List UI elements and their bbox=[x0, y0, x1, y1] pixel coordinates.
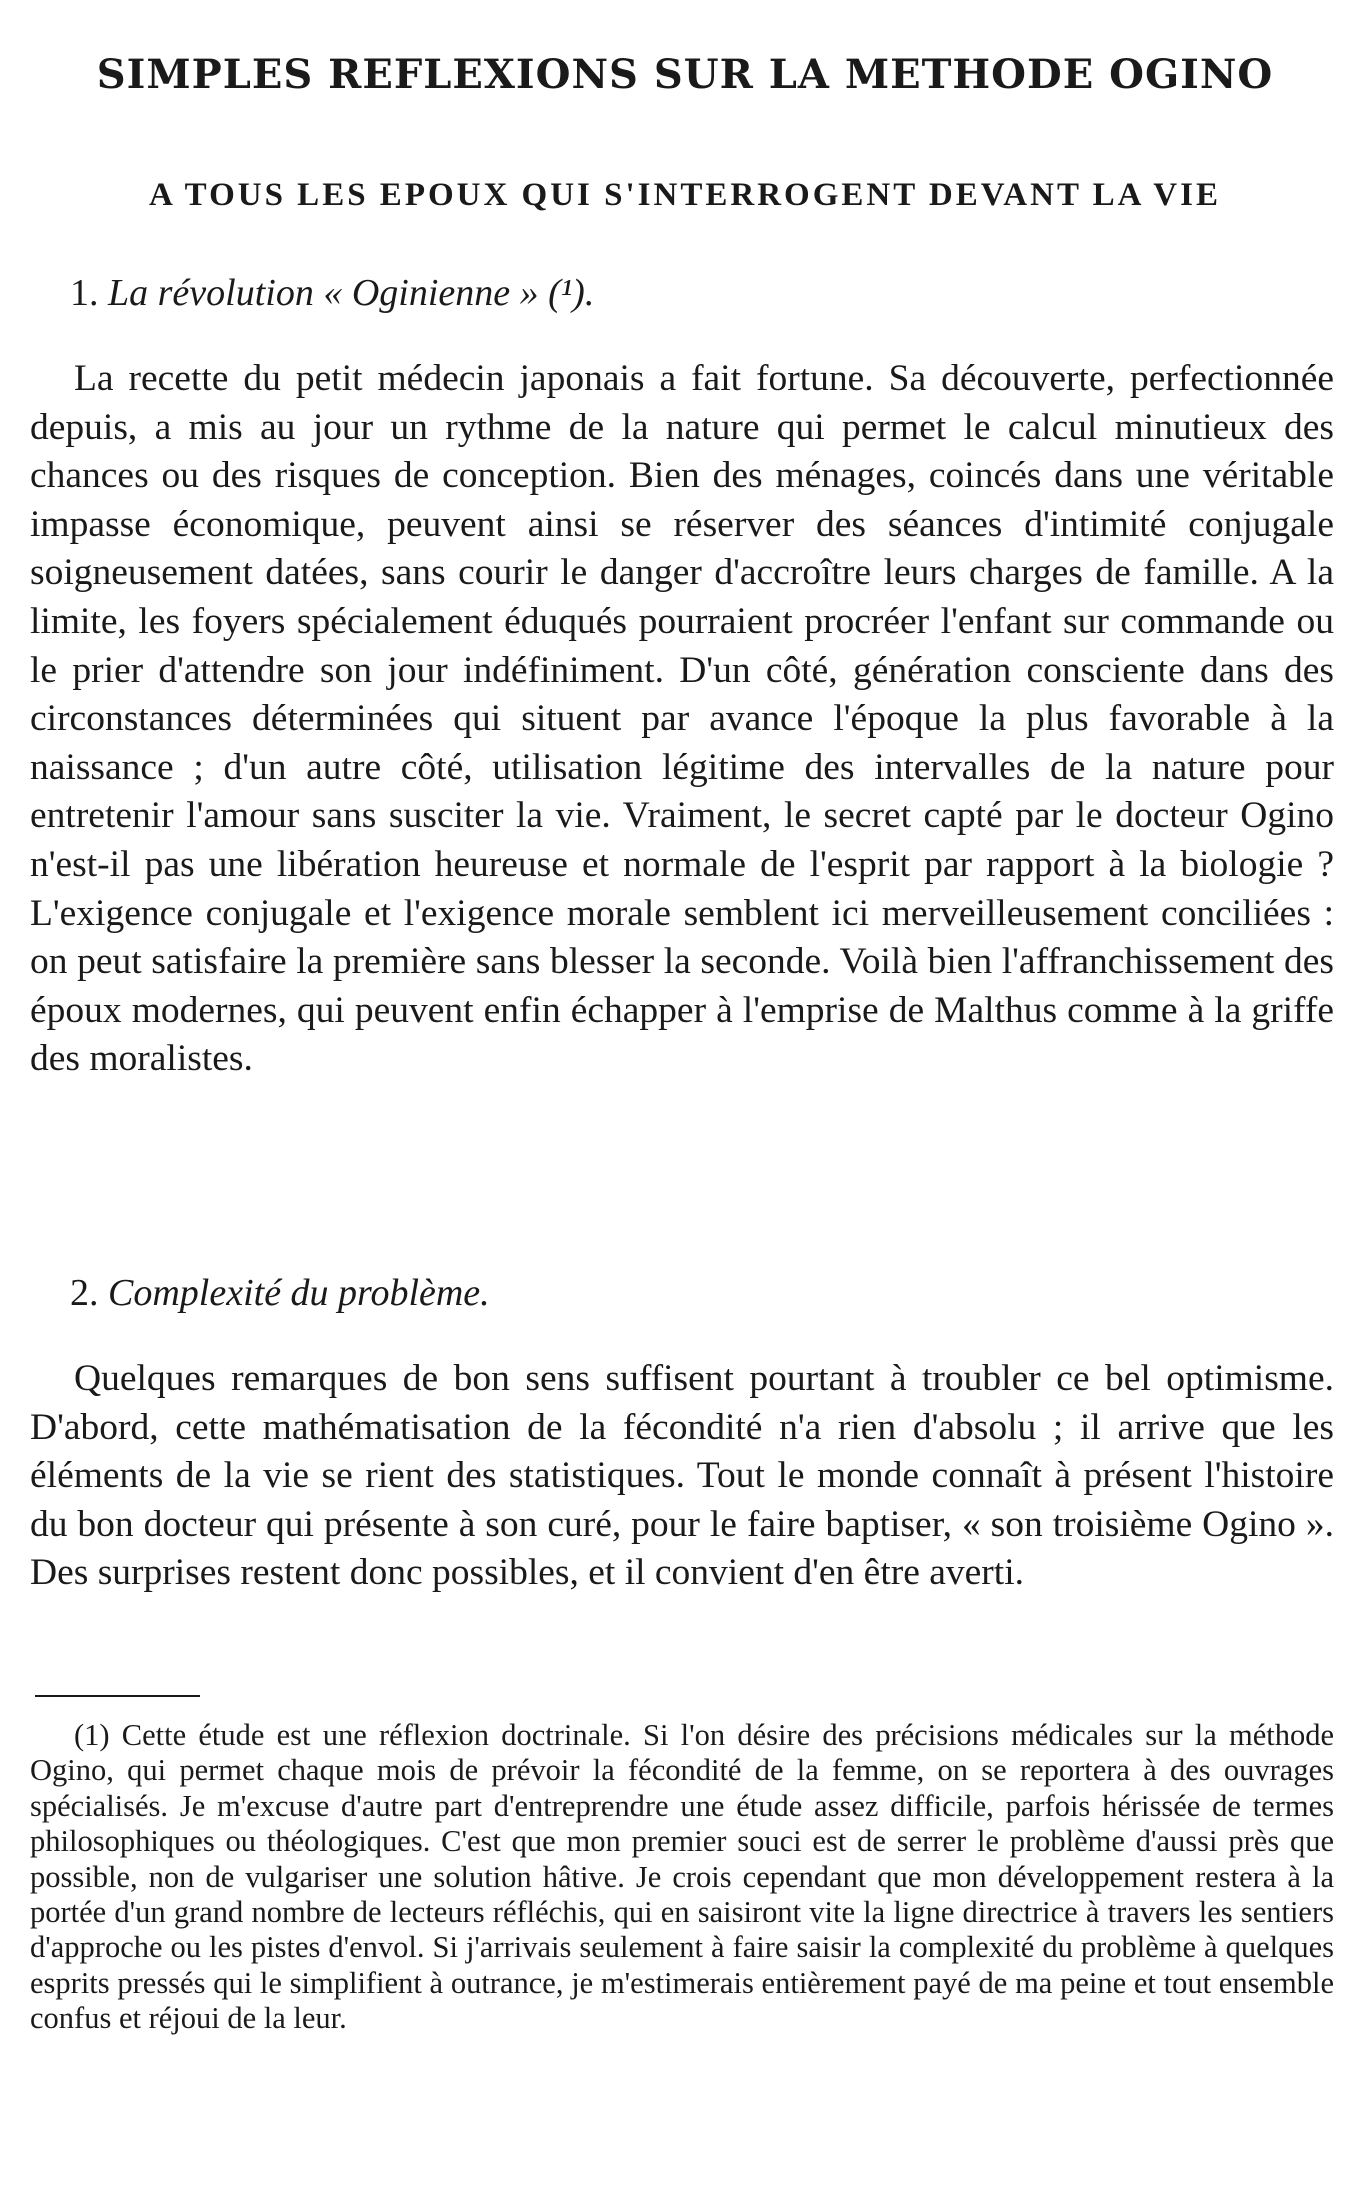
document-title: SIMPLES REFLEXIONS SUR LA METHODE OGINO bbox=[96, 51, 1274, 98]
section-1-title: La révolution « Oginienne » (¹). bbox=[108, 272, 595, 314]
section-2-heading bbox=[70, 1268, 490, 1318]
section-2-title: Complexité du problème. bbox=[108, 1272, 490, 1314]
section-1-number: 1. bbox=[70, 272, 99, 314]
section-1-heading bbox=[70, 268, 594, 318]
section-1-paragraph: La recette du petit médecin japonais a fait fortune. Sa découverte, perfectionnée depuis, a mis au jour un rythme de la nature qui permet le calcul minutieux des chances ou des risques de conception. Bien des ménages, coincés dans une véritable impasse économique, peuvent ainsi se réserver des séances d'intimité conjugale soigneusement datées, sans courir le danger d'accroître leurs charges de famille. A la limite, les foyers spécialement éduqués pourraient procréer l'enfant sur commande ou le prier d'attendre son jour indéfiniment. D'un côté, génération consciente dans des circonstances déterminées qui situent par avance l'époque la plus favorable à la naissance ; d'un autre côté, utilisation légitime des intervalles de la nature pour entretenir l'amour sans susciter la vie. Vraiment, le secret capté par le docteur Ogino n'est-il pas une libération heureuse et normale de l'esprit par rapport à la biologie ? L'exigence conjugale et l'exigence morale semblent ici merveilleusement conciliées : on peut satisfaire la première sans blesser la seconde. Voilà bien l'affranchissement des époux modernes, qui peuvent enfin échapper à l'emprise de Malthus comme à la griffe des moralistes. bbox=[30, 358, 1334, 1080]
document-subtitle: A TOUS LES EPOUX QUI S'INTERROGENT DEVANT LA VIE bbox=[149, 177, 1221, 213]
footnote-1: (1) Cette étude est une réflexion doctrinale. Si l'on désire des précisions médicales sur la méthode Ogino, qui permet chaque mois de prévoir la fécondité de la femme, on se reportera à des ouvrages spécialisés. Je m'excuse d'autre part d'entreprendre une étude assez difficile, parfois hérissée de termes philosophiques ou théologiques. C'est que mon premier souci est de serrer le problème d'aussi près que possible, non de vulgariser une solution hâtive. Je crois cependant que mon développement restera à la portée d'un grand nombre de lecteurs réfléchis, qui en saisiront vite la ligne directrice à travers les sentiers d'approche ou les pistes d'envol. Si j'arrivais seulement à faire saisir la complexité du problème à quelques esprits pressés qui le simplifient à outrance, je m'estimerais entièrement payé de ma peine et tout ensemble confus et réjoui de la leur. bbox=[30, 1718, 1334, 2036]
footnote-divider bbox=[35, 1695, 200, 1697]
section-2-paragraph: Quelques remarques de bon sens suffisent pourtant à troubler ce bel optimisme. D'abord, cette mathématisation de la fécondité n'a rien d'absolu ; il arrive que les éléments de la vie se rient des statistiques. Tout le monde connaît à présent l'histoire du bon docteur qui présente à son curé, pour le faire baptiser, « son troisième Ogino ». Des surprises restent donc possibles, et il convient d'en être averti. bbox=[30, 1358, 1334, 1594]
section-2-number: 2. bbox=[70, 1272, 99, 1314]
